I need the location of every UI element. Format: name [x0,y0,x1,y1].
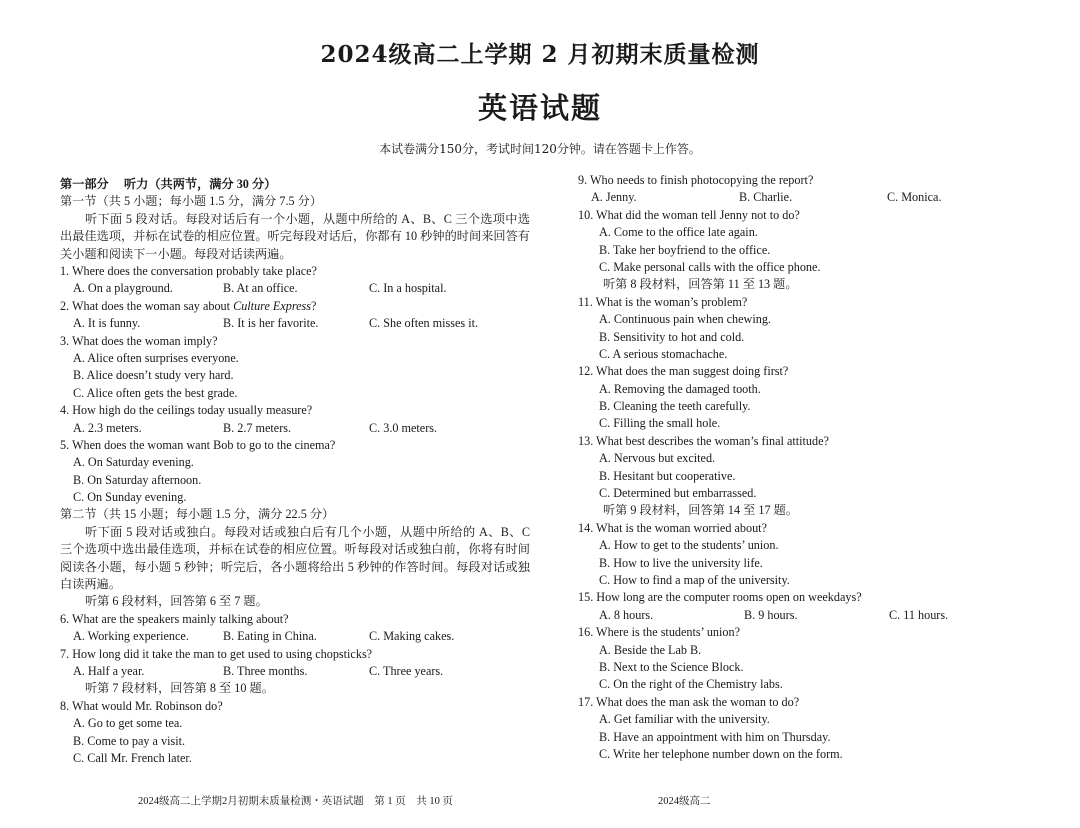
material-note: 听第 7 段材料，回答第 8 至 10 题。 [85,681,274,696]
left-column [60,176,530,767]
option-c: C. Alice often gets the best grade. [73,385,238,400]
option-a: A. It is funny. [73,316,141,331]
option-b: B. Charlie. [739,190,793,205]
option-c: C. Three years. [369,664,444,679]
option-b: B. Take her boyfriend to the office. [599,242,771,257]
option-c: C. Call Mr. French later. [73,751,192,765]
exam-title: 2024级高二上学期 2 月初期末质量检测 [320,41,760,68]
question-2 [60,298,530,315]
program-title: Culture Express [233,298,312,313]
option-c: C. On the right of the Chemistry labs. [599,677,783,692]
section-instructions: 听下面 5 段对话。每段对话后有一个小题，从题中所给的 A、B、C 三个选项中选出最佳选项，并标在试卷的相应位置。听完每段对话后，你都有 10 秒钟的时间来回答有关小题和阅读下一小题。每段对话读两遍。 [60,211,530,261]
option-a: A. Beside the Lab B. [599,642,702,657]
option-a: A. Go to get some tea. [73,716,183,731]
material-note: 听第 6 段材料，回答第 6 至 7 题。 [85,594,268,609]
question-6: 6. What are the speakers mainly talking about? [60,611,289,626]
option-b: B. Cleaning the teeth carefully. [599,399,751,414]
option-a: A. Get familiar with the university. [599,712,770,727]
option-a: A. Jenny. [591,190,637,205]
option-b: B. Hesitant but cooperative. [599,468,736,483]
option-a: A. Removing the damaged tooth. [599,381,761,396]
options-row [60,663,530,680]
section-heading: 第二节（共 15 小题；每小题 1.5 分，满分 22.5 分） [60,507,335,522]
right-column [578,172,1028,763]
option-b: B. It is her favorite. [223,316,319,331]
option-b: B. 9 hours. [744,607,798,622]
material-note: 听第 8 段材料，回答第 11 至 13 题。 [603,277,798,292]
page-footer-left: 2024级高二上学期2月初期末质量检测・英语试题 第 1 页 共 10 页 [138,796,453,807]
option-b: B. Alice doesn’t study very hard. [73,368,234,383]
exam-note: 本试卷满分150分，考试时间120分钟。请在答题卡上作答。 [379,142,701,156]
option-c: C. On Sunday evening. [73,490,187,505]
option-b: B. How to live the university life. [599,555,763,570]
question-17: 17. What does the man ask the woman to do? [578,694,800,709]
option-a: A. Nervous but excited. [599,451,716,466]
option-b: B. 2.7 meters. [223,420,292,435]
option-a: A. Alice often surprises everyone. [73,350,239,365]
part-heading: 第一部分 听力（共两节，满分 30 分） [60,177,277,191]
question-10: 10. What did the woman tell Jenny not to do? [578,207,800,222]
question-mark: ? [311,298,317,313]
option-a: A. 2.3 meters. [73,420,142,435]
question-4: 4. How high do the ceilings today usually measure? [60,403,313,418]
option-a: A. How to get to the students’ union. [599,538,779,553]
section-heading: 第一节（共 5 小题；每小题 1.5 分，满分 7.5 分） [60,194,323,209]
question-13: 13. What best describes the woman’s final attitude? [578,433,829,448]
option-b: B. Next to the Science Block. [599,659,744,674]
question-16: 16. Where is the students’ union? [578,625,741,640]
options-row [578,189,1028,206]
question-11: 11. What is the woman’s problem? [578,294,748,309]
options-row [60,280,530,297]
option-b: B. Have an appointment with him on Thursday. [599,729,831,744]
question-14: 14. What is the woman worried about? [578,520,767,535]
question-15: 15. How long are the computer rooms open on weekdays? [578,590,862,605]
subject-title: 英语试题 [477,91,602,125]
question-12: 12. What does the man suggest doing first? [578,364,789,379]
option-a: A. Continuous pain when chewing. [599,312,771,327]
question-text: 2. What does the woman say about [60,298,234,313]
option-c: C. Monica. [887,190,942,205]
option-a: A. Come to the office late again. [599,225,758,240]
option-a: A. Half a year. [73,664,145,679]
option-c: C. A serious stomachache. [599,346,728,361]
options-row [60,628,530,645]
option-c: C. Making cakes. [369,629,455,644]
option-c: C. Write her telephone number down on the form. [599,746,843,761]
option-b: B. Three months. [223,664,308,679]
options-row [60,420,530,437]
question-7: 7. How long did it take the man to get used to using chopsticks? [60,646,373,661]
option-b: B. Eating in China. [223,629,317,644]
option-a: A. On a playground. [73,281,173,296]
option-c: C. She often misses it. [369,316,479,331]
page-footer-right: 2024级高二 [658,796,711,807]
option-c: C. Make personal calls with the office phone. [599,259,821,274]
option-c: C. 3.0 meters. [369,420,438,435]
question-8: 8. What would Mr. Robinson do? [60,698,223,713]
options-row [60,315,530,332]
option-c: C. Determined but embarrassed. [599,486,757,501]
option-a: A. Working experience. [73,629,189,644]
option-b: B. Come to pay a visit. [73,733,186,748]
option-c: C. 11 hours. [889,607,949,622]
option-b: B. At an office. [223,281,298,296]
option-c: C. Filling the small hole. [599,416,721,431]
option-a: A. On Saturday evening. [73,455,194,470]
question-9: 9. Who needs to finish photocopying the report? [578,173,814,187]
question-5: 5. When does the woman want Bob to go to the cinema? [60,437,336,452]
option-c: C. How to find a map of the university. [599,572,790,587]
option-c: C. In a hospital. [369,281,447,296]
question-1: 1. Where does the conversation probably take place? [60,264,317,278]
option-b: B. Sensitivity to hot and cold. [599,329,745,344]
option-b: B. On Saturday afternoon. [73,472,202,487]
material-note: 听第 9 段材料，回答第 14 至 17 题。 [603,503,798,518]
option-a: A. 8 hours. [599,607,654,622]
question-3: 3. What does the woman imply? [60,333,218,348]
section-instructions: 听下面 5 段对话或独白。每段对话或独白后有几个小题，从题中所给的 A、B、C 三个选项中选出最佳选项，并标在试卷的相应位置。听每段对话或独白前，你将有时间阅读各小题，每小题 5 秒钟；听完后，各小题将给出 5 秒钟的作答时间。每段对话或独白读两遍。 [60,524,530,592]
options-row [578,607,1028,624]
